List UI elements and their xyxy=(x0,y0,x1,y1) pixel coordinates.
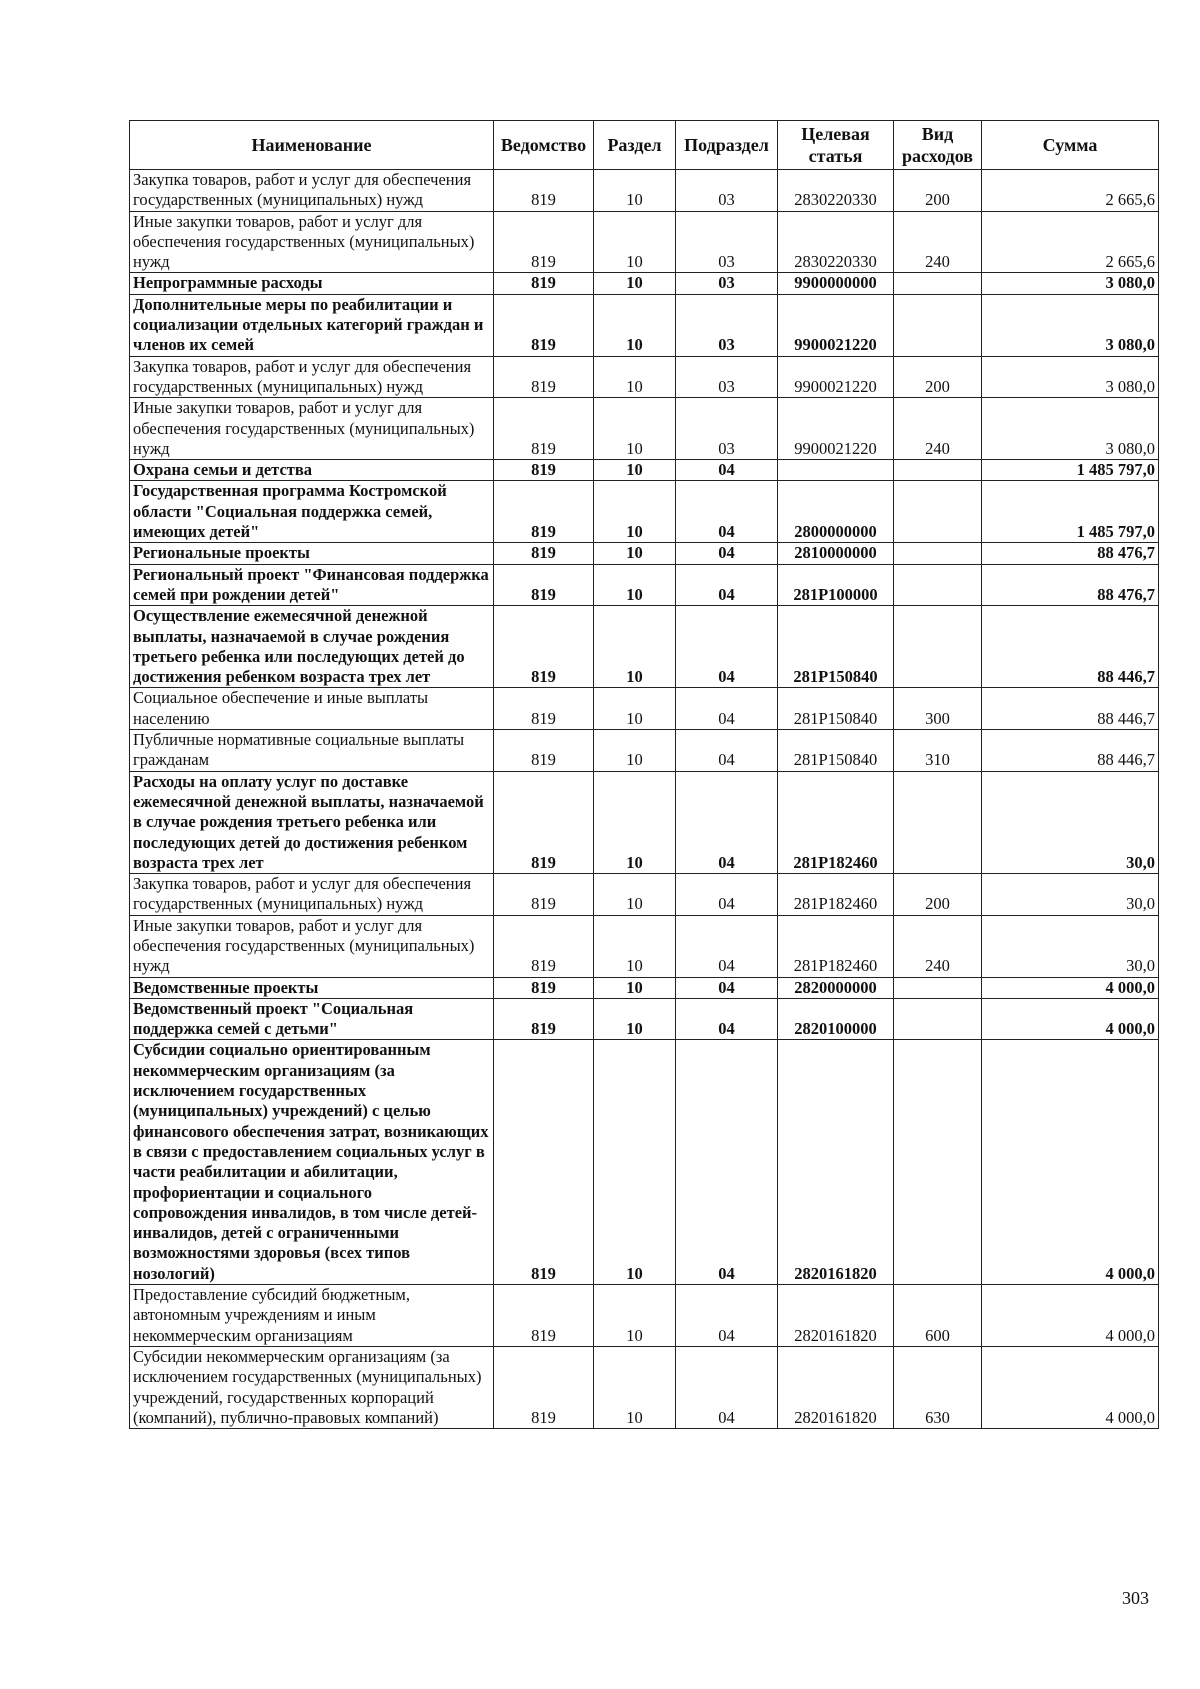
cell-section: 10 xyxy=(594,606,676,688)
cell-expense-type: 200 xyxy=(894,356,982,398)
cell-department: 819 xyxy=(494,688,594,730)
cell-amount: 3 080,0 xyxy=(982,294,1159,356)
cell-expense-type xyxy=(894,771,982,873)
table-row xyxy=(130,915,1159,977)
cell-amount: 88 446,7 xyxy=(982,730,1159,772)
cell-name: Иные закупки товаров, работ и услуг для обеспечения государственных (муниципальных) нужд xyxy=(130,915,494,977)
table-row xyxy=(130,1285,1159,1347)
cell-target-article: 281P182460 xyxy=(778,771,894,873)
cell-amount: 4 000,0 xyxy=(982,1040,1159,1285)
cell-subsection: 04 xyxy=(676,730,778,772)
cell-target-article: 2820161820 xyxy=(778,1346,894,1428)
cell-name: Субсидии социально ориентированным некоммерческим организациям (за исключением государственных (муниципальных) учреждений) с целью финансового обеспечения затрат, возникающих в связи с предоставлением социальных услуг в части реабилитации и абилитации, профориентации и социального сопровождения инвалидов, в том числе детей-инвалидов, детей с ограниченными возможностями здоровья (всех типов нозологий) xyxy=(130,1040,494,1285)
cell-subsection: 04 xyxy=(676,874,778,916)
table-row xyxy=(130,606,1159,688)
cell-subsection: 03 xyxy=(676,211,778,273)
cell-department: 819 xyxy=(494,1285,594,1347)
cell-name: Ведомственный проект "Социальная поддержка семей с детьми" xyxy=(130,998,494,1040)
cell-target-article: 9900021220 xyxy=(778,356,894,398)
budget-table xyxy=(129,120,1159,1429)
cell-target-article: 2830220330 xyxy=(778,211,894,273)
cell-target-article: 2820161820 xyxy=(778,1040,894,1285)
cell-section: 10 xyxy=(594,170,676,212)
table-row xyxy=(130,294,1159,356)
cell-target-article: 281P150840 xyxy=(778,730,894,772)
cell-department: 819 xyxy=(494,398,594,460)
table-body xyxy=(130,170,1159,1429)
cell-department: 819 xyxy=(494,481,594,543)
cell-section: 10 xyxy=(594,771,676,873)
cell-target-article: 9900021220 xyxy=(778,398,894,460)
cell-expense-type: 600 xyxy=(894,1285,982,1347)
cell-name: Иные закупки товаров, работ и услуг для обеспечения государственных (муниципальных) нужд xyxy=(130,398,494,460)
table-row xyxy=(130,874,1159,916)
cell-target-article: 2820161820 xyxy=(778,1285,894,1347)
cell-expense-type xyxy=(894,294,982,356)
header-amount: Сумма xyxy=(982,121,1159,170)
cell-expense-type xyxy=(894,998,982,1040)
cell-name: Социальное обеспечение и иные выплаты населению xyxy=(130,688,494,730)
cell-amount: 4 000,0 xyxy=(982,977,1159,998)
cell-department: 819 xyxy=(494,543,594,564)
cell-section: 10 xyxy=(594,688,676,730)
cell-expense-type: 300 xyxy=(894,688,982,730)
cell-amount: 4 000,0 xyxy=(982,998,1159,1040)
cell-expense-type: 240 xyxy=(894,915,982,977)
cell-department: 819 xyxy=(494,170,594,212)
cell-department: 819 xyxy=(494,273,594,294)
cell-amount: 3 080,0 xyxy=(982,273,1159,294)
table-row xyxy=(130,771,1159,873)
cell-expense-type xyxy=(894,543,982,564)
cell-expense-type xyxy=(894,460,982,481)
table-row xyxy=(130,730,1159,772)
cell-name: Ведомственные проекты xyxy=(130,977,494,998)
cell-section: 10 xyxy=(594,998,676,1040)
table-row xyxy=(130,273,1159,294)
cell-name: Иные закупки товаров, работ и услуг для обеспечения государственных (муниципальных) нужд xyxy=(130,211,494,273)
cell-department: 819 xyxy=(494,874,594,916)
cell-name: Закупка товаров, работ и услуг для обеспечения государственных (муниципальных) нужд xyxy=(130,170,494,212)
cell-subsection: 04 xyxy=(676,915,778,977)
cell-department: 819 xyxy=(494,998,594,1040)
cell-department: 819 xyxy=(494,730,594,772)
cell-department: 819 xyxy=(494,1040,594,1285)
header-target-article: Целевая статья xyxy=(778,121,894,170)
cell-subsection: 04 xyxy=(676,606,778,688)
table-row xyxy=(130,977,1159,998)
table-row xyxy=(130,1346,1159,1428)
table-row xyxy=(130,1040,1159,1285)
cell-subsection: 03 xyxy=(676,398,778,460)
cell-target-article: 281P182460 xyxy=(778,915,894,977)
cell-target-article: 2800000000 xyxy=(778,481,894,543)
cell-section: 10 xyxy=(594,1285,676,1347)
cell-name: Дополнительные меры по реабилитации и социализации отдельных категорий граждан и членов их семей xyxy=(130,294,494,356)
cell-name: Субсидии некоммерческим организациям (за исключением государственных (муниципальных) учреждений, государственных корпораций (компаний), публично-правовых компаний) xyxy=(130,1346,494,1428)
cell-target-article xyxy=(778,460,894,481)
cell-amount: 1 485 797,0 xyxy=(982,460,1159,481)
cell-name: Закупка товаров, работ и услуг для обеспечения государственных (муниципальных) нужд xyxy=(130,356,494,398)
cell-section: 10 xyxy=(594,481,676,543)
cell-expense-type: 310 xyxy=(894,730,982,772)
table-row xyxy=(130,481,1159,543)
cell-section: 10 xyxy=(594,1346,676,1428)
cell-name: Региональные проекты xyxy=(130,543,494,564)
cell-amount: 2 665,6 xyxy=(982,211,1159,273)
cell-subsection: 04 xyxy=(676,543,778,564)
cell-subsection: 03 xyxy=(676,294,778,356)
cell-expense-type: 200 xyxy=(894,170,982,212)
header-name: Наименование xyxy=(130,121,494,170)
table-row xyxy=(130,356,1159,398)
header-section: Раздел xyxy=(594,121,676,170)
cell-amount: 88 446,7 xyxy=(982,606,1159,688)
table-row xyxy=(130,398,1159,460)
cell-department: 819 xyxy=(494,294,594,356)
cell-expense-type: 240 xyxy=(894,398,982,460)
cell-target-article: 281P150840 xyxy=(778,606,894,688)
table-row xyxy=(130,543,1159,564)
cell-amount: 4 000,0 xyxy=(982,1346,1159,1428)
cell-subsection: 04 xyxy=(676,1285,778,1347)
table-row xyxy=(130,564,1159,606)
cell-section: 10 xyxy=(594,273,676,294)
cell-department: 819 xyxy=(494,564,594,606)
cell-name: Публичные нормативные социальные выплаты гражданам xyxy=(130,730,494,772)
page-number: 303 xyxy=(1122,1588,1149,1608)
table-row xyxy=(130,460,1159,481)
cell-amount: 3 080,0 xyxy=(982,356,1159,398)
cell-subsection: 04 xyxy=(676,481,778,543)
table-row xyxy=(130,998,1159,1040)
cell-section: 10 xyxy=(594,356,676,398)
table-header-row xyxy=(130,121,1159,170)
cell-subsection: 03 xyxy=(676,273,778,294)
cell-section: 10 xyxy=(594,211,676,273)
cell-department: 819 xyxy=(494,771,594,873)
cell-amount: 88 476,7 xyxy=(982,543,1159,564)
cell-name: Государственная программа Костромской области "Социальная поддержка семей, имеющих детей" xyxy=(130,481,494,543)
cell-name: Осуществление ежемесячной денежной выплаты, назначаемой в случае рождения третьего ребенка или последующих детей до достижения ребенком возраста трех лет xyxy=(130,606,494,688)
cell-expense-type xyxy=(894,977,982,998)
cell-amount: 4 000,0 xyxy=(982,1285,1159,1347)
cell-name: Охрана семьи и детства xyxy=(130,460,494,481)
cell-target-article: 281P182460 xyxy=(778,874,894,916)
cell-subsection: 04 xyxy=(676,1040,778,1285)
cell-department: 819 xyxy=(494,915,594,977)
cell-target-article: 281P100000 xyxy=(778,564,894,606)
cell-section: 10 xyxy=(594,915,676,977)
cell-expense-type xyxy=(894,481,982,543)
cell-name: Непрограммные расходы xyxy=(130,273,494,294)
cell-section: 10 xyxy=(594,294,676,356)
cell-target-article: 281P150840 xyxy=(778,688,894,730)
cell-name: Закупка товаров, работ и услуг для обеспечения государственных (муниципальных) нужд xyxy=(130,874,494,916)
cell-subsection: 04 xyxy=(676,460,778,481)
cell-expense-type: 240 xyxy=(894,211,982,273)
cell-subsection: 04 xyxy=(676,688,778,730)
cell-subsection: 03 xyxy=(676,170,778,212)
cell-target-article: 9900021220 xyxy=(778,294,894,356)
table-row xyxy=(130,688,1159,730)
cell-expense-type: 200 xyxy=(894,874,982,916)
cell-section: 10 xyxy=(594,730,676,772)
cell-section: 10 xyxy=(594,874,676,916)
cell-name: Предоставление субсидий бюджетным, автономным учреждениям и иным некоммерческим организациям xyxy=(130,1285,494,1347)
cell-section: 10 xyxy=(594,977,676,998)
cell-expense-type xyxy=(894,564,982,606)
header-department: Ведомство xyxy=(494,121,594,170)
cell-amount: 2 665,6 xyxy=(982,170,1159,212)
cell-section: 10 xyxy=(594,564,676,606)
cell-section: 10 xyxy=(594,460,676,481)
cell-department: 819 xyxy=(494,606,594,688)
cell-amount: 1 485 797,0 xyxy=(982,481,1159,543)
cell-department: 819 xyxy=(494,460,594,481)
cell-amount: 88 476,7 xyxy=(982,564,1159,606)
cell-subsection: 03 xyxy=(676,356,778,398)
cell-amount: 30,0 xyxy=(982,874,1159,916)
cell-expense-type xyxy=(894,1040,982,1285)
cell-section: 10 xyxy=(594,543,676,564)
cell-section: 10 xyxy=(594,1040,676,1285)
table-row xyxy=(130,170,1159,212)
cell-expense-type xyxy=(894,606,982,688)
cell-department: 819 xyxy=(494,356,594,398)
cell-amount: 88 446,7 xyxy=(982,688,1159,730)
cell-subsection: 04 xyxy=(676,771,778,873)
header-expense-type: Вид расходов xyxy=(894,121,982,170)
header-subsection: Подраздел xyxy=(676,121,778,170)
cell-subsection: 04 xyxy=(676,1346,778,1428)
cell-target-article: 2820100000 xyxy=(778,998,894,1040)
cell-name: Расходы на оплату услуг по доставке ежемесячной денежной выплаты, назначаемой в случае рождения третьего ребенка или последующих детей до достижения ребенком возраста трех лет xyxy=(130,771,494,873)
cell-amount: 30,0 xyxy=(982,771,1159,873)
cell-section: 10 xyxy=(594,398,676,460)
cell-expense-type: 630 xyxy=(894,1346,982,1428)
cell-subsection: 04 xyxy=(676,998,778,1040)
cell-target-article: 2820000000 xyxy=(778,977,894,998)
table-row xyxy=(130,211,1159,273)
cell-subsection: 04 xyxy=(676,977,778,998)
cell-target-article: 9900000000 xyxy=(778,273,894,294)
cell-department: 819 xyxy=(494,211,594,273)
cell-subsection: 04 xyxy=(676,564,778,606)
cell-amount: 3 080,0 xyxy=(982,398,1159,460)
cell-department: 819 xyxy=(494,1346,594,1428)
budget-table-sheet xyxy=(129,120,1158,1429)
cell-department: 819 xyxy=(494,977,594,998)
cell-expense-type xyxy=(894,273,982,294)
cell-target-article: 2810000000 xyxy=(778,543,894,564)
cell-name: Региональный проект "Финансовая поддержка семей при рождении детей" xyxy=(130,564,494,606)
cell-target-article: 2830220330 xyxy=(778,170,894,212)
cell-amount: 30,0 xyxy=(982,915,1159,977)
